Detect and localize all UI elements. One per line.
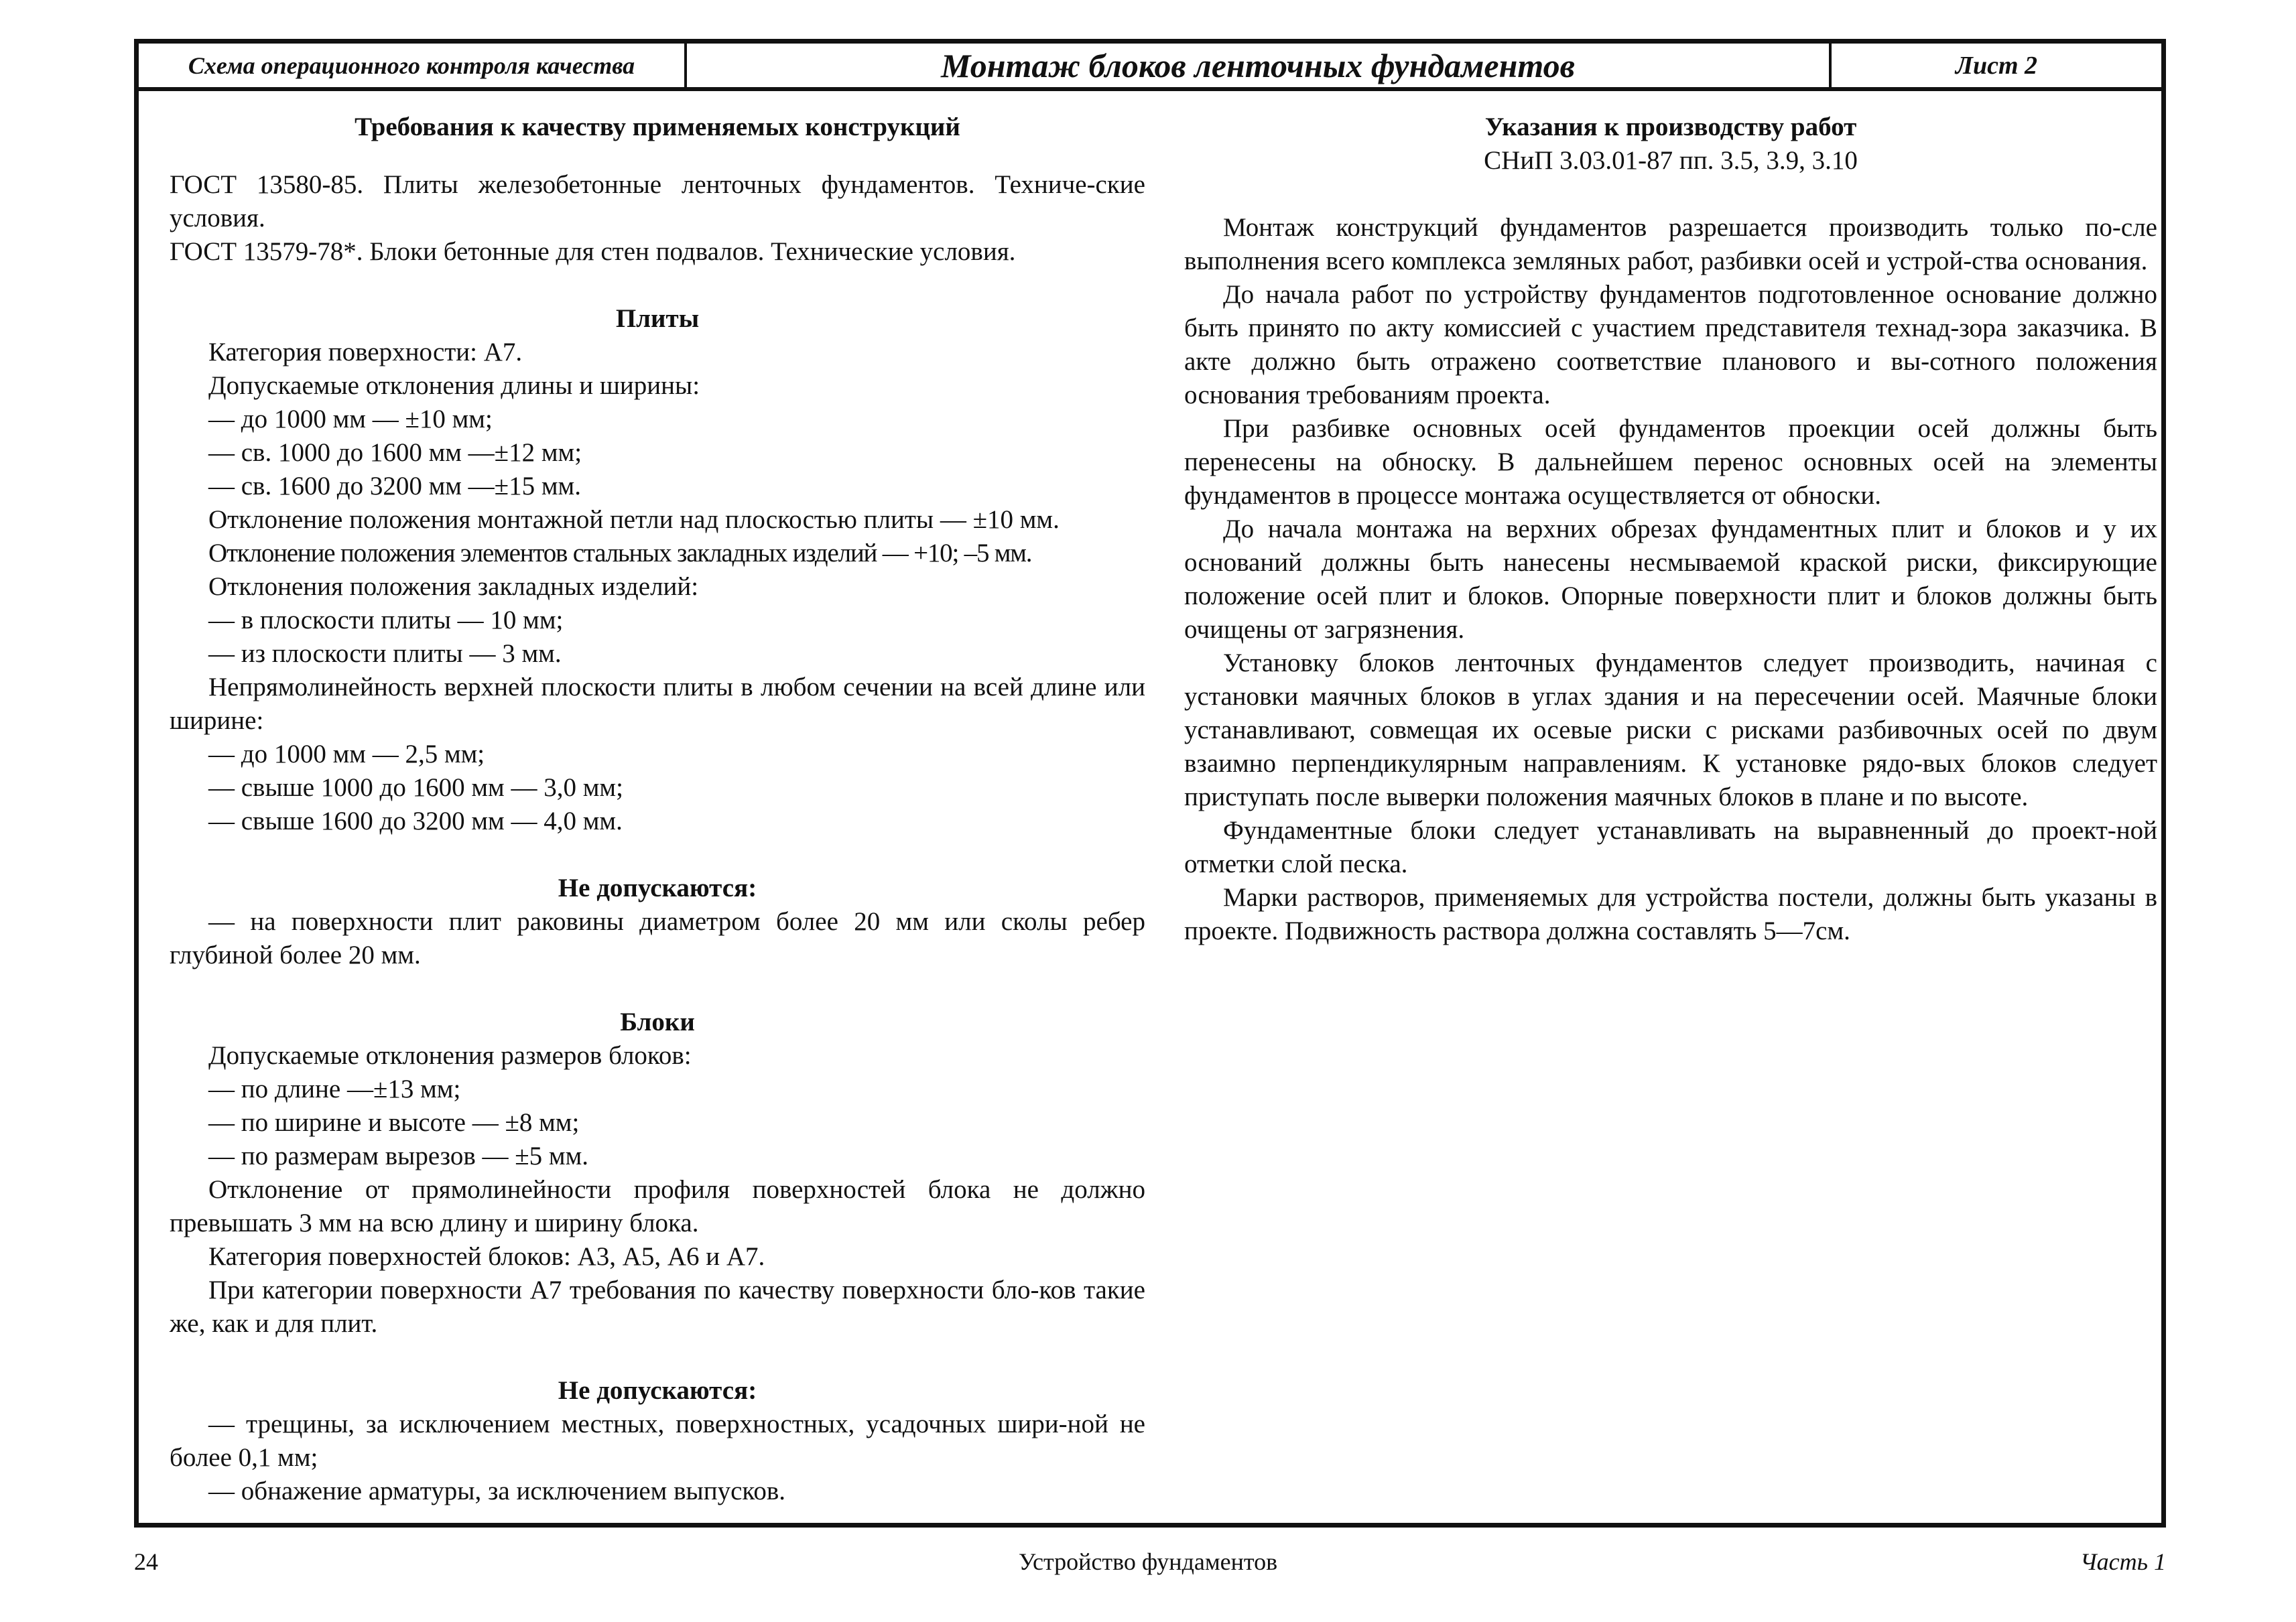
blocks-line: — по размерам вырезов — ±5 мм. (208, 1142, 589, 1170)
plates-line: — свыше 1000 до 1600 мм — 3,0 мм; (208, 773, 623, 802)
instruction-paragraph: Марки растворов, применяемых для устройства постели, должны быть указаны в проекте. Подвижность раствора должна составлять 5—7см. (1184, 883, 2157, 945)
blocks-line: Отклонение от прямолинейности профиля поверхностей блока не должно превышать 3 мм на всю длину и ширину блока. (170, 1175, 1145, 1237)
plates-heading: Плиты (615, 304, 700, 333)
work-instructions-heading: Указания к производству работ (1484, 113, 1857, 141)
plates-line: — свыше 1600 до 3200 мм — 4,0 мм. (208, 807, 623, 835)
plates-line: Отклонение положения элементов стальных закладных изделий — +10; –5 мм. (208, 539, 1032, 567)
not-allowed-line: — обнажение арматуры, за исключением выпусков. (208, 1477, 786, 1505)
not-allowed-line: — на поверхности плит раковины диаметром более 20 мм или сколы ребер глубиной более 20 мм. (170, 907, 1145, 969)
header-sheet: Лист 2 (1955, 51, 2038, 80)
snip-reference: СНиП 3.03.01-87 пп. 3.5, 3.9, 3.10 (1484, 146, 1858, 175)
instruction-paragraph: При разбивке основных осей фундаментов проекции осей должны быть перенесены на обноску. В дальнейшем перенос основных осей на элементы фундаментов в процессе монтажа осуществляется от обноски. (1184, 414, 2157, 510)
plates-line: Непрямолинейность верхней плоскости плиты в любом сечении на всей длине или ширине: (170, 673, 1145, 735)
instruction-paragraph: До начала монтажа на верхних обрезах фундаментных плит и блоков и у их оснований должны быть нанесены несмываемой краской риски, фиксирующие положение осей плит и блоков. Опорные поверхности плит и блоков должны быть очищены от загрязнения. (1184, 515, 2157, 644)
page-frame (134, 39, 2166, 1528)
plates-line: — из плоскости плиты — 3 мм. (208, 639, 562, 668)
not-allowed-heading: Не допускаются: (558, 1376, 757, 1405)
plates-line: Категория поверхности: А7. (208, 338, 523, 366)
plates-line: — в плоскости плиты — 10 мм; (208, 606, 564, 634)
footer-section-title: Устройство фундаментов (1018, 1548, 1278, 1575)
blocks-line: При категории поверхности А7 требования по качеству поверхности бло-ков такие же, как и для плит. (170, 1276, 1145, 1338)
plates-line: — св. 1600 до 3200 мм —±15 мм. (208, 472, 581, 500)
not-allowed-heading: Не допускаются: (558, 874, 757, 902)
plates-line: Отклонение положения монтажной петли над плоскостью плиты — ±10 мм. (208, 505, 1060, 534)
plates-line: — до 1000 мм — 2,5 мм; (208, 740, 485, 768)
blocks-line: Категория поверхностей блоков: А3, А5, А6 и А7. (208, 1242, 765, 1271)
instruction-paragraph: Монтаж конструкций фундаментов разрешается производить только по-сле выполнения всего комплекса земляных работ, разбивки осей и устрой-ства основания. (1184, 213, 2157, 275)
quality-requirements-heading: Требования к качеству применяемых конструкций (355, 113, 960, 141)
plates-line: — до 1000 мм — ±10 мм; (208, 405, 493, 433)
plates-line: Отклонения положения закладных изделий: (208, 572, 699, 601)
plates-line: — св. 1000 до 1600 мм —±12 мм; (208, 438, 582, 467)
standard-line: ГОСТ 13580-85. Плиты железобетонные ленточных фундаментов. Техниче-ские условия. (170, 170, 1145, 232)
plates-line: Допускаемые отклонения длины и ширины: (208, 371, 700, 400)
footer-part-label: Часть 1 (2080, 1548, 2166, 1575)
left-column (170, 111, 1145, 1508)
right-column (1184, 111, 2157, 948)
instruction-paragraph: Фундаментные блоки следует устанавливать на выравненный до проект-ной отметки слой песка. (1184, 816, 2157, 878)
instruction-paragraph: До начала работ по устройству фундаментов подготовленное основание должно быть принято по акту комиссией с участием представителя технад-зора заказчика. В акте должно быть отражено соответствие планового и вы-сотного положения основания требованиям проекта. (1184, 280, 2157, 409)
standard-line: ГОСТ 13579-78*. Блоки бетонные для стен подвалов. Технические условия. (170, 237, 1016, 266)
header-table (139, 44, 2161, 91)
blocks-line: — по длине —±13 мм; (208, 1075, 461, 1103)
blocks-line: Допускаемые отклонения размеров блоков: (208, 1041, 692, 1070)
header-title: Монтаж блоков ленточных фундаментов (687, 44, 1832, 87)
instruction-paragraph: Установку блоков ленточных фундаментов следует производить, начиная с установки маячных блоков в углах здания и на пересечении осей. Маячные блоки устанавливают, совмещая их осевые риски с рисками разбивочных осей по двум взаимно перпендикулярным направлениям. К установке рядо-вых блоков следует приступать после выверки положения маячных блоков в плане и по высоте. (1184, 649, 2157, 811)
not-allowed-line: — трещины, за исключением местных, поверхностных, усадочных шири-ной не более 0,1 мм; (170, 1410, 1145, 1472)
blocks-heading: Блоки (620, 1008, 695, 1036)
blocks-line: — по ширине и высоте — ±8 мм; (208, 1108, 580, 1137)
page-number: 24 (134, 1548, 158, 1575)
header-scheme-label: Схема операционного контроля качества (139, 44, 687, 87)
